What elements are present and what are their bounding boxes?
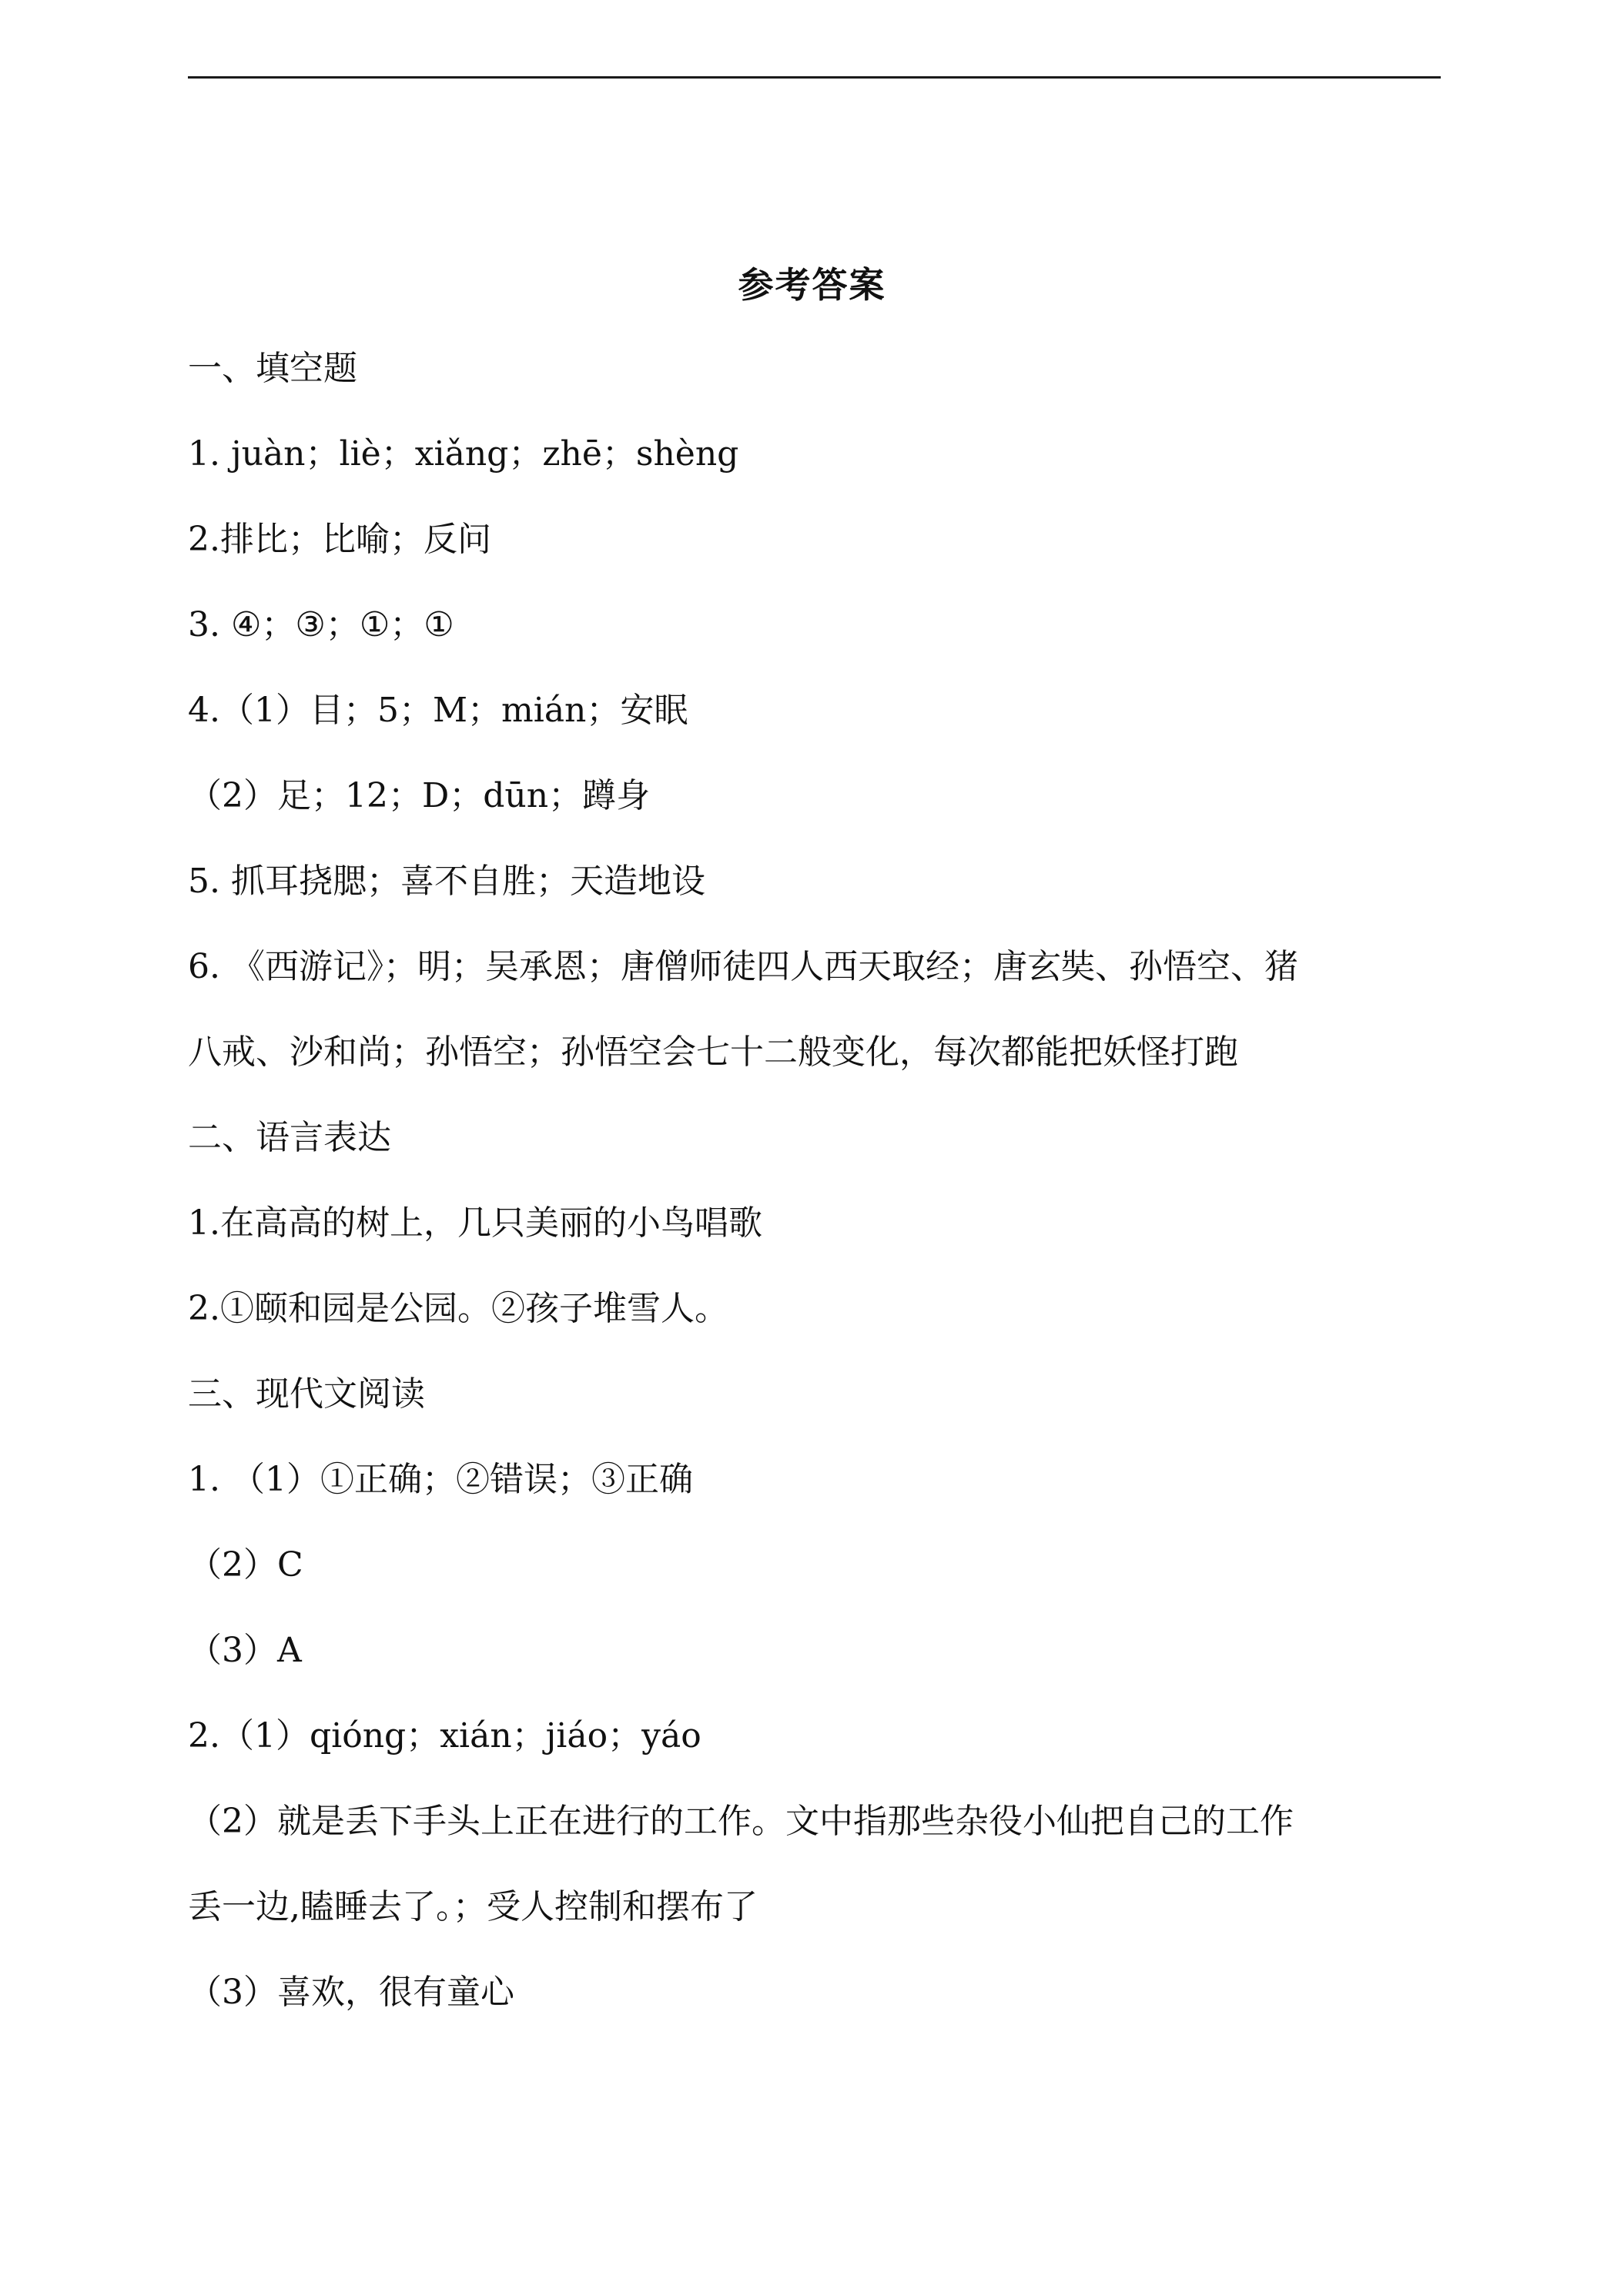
- answer-line: 3. ④；③；①；①: [188, 605, 454, 644]
- answer-line: 1.在高高的树上，几只美丽的小鸟唱歌: [188, 1203, 762, 1243]
- answer-content: [188, 338, 1451, 2047]
- answer-line: 2.（1）qióng；xián；jiáo；yáo: [188, 1716, 702, 1755]
- answer-line: 2.排比；比喻；反问: [188, 520, 491, 559]
- answer-line: 4.（1）目；5；M；mián；安眠: [188, 691, 688, 730]
- section-heading-language: 二、语言表达: [188, 1118, 391, 1157]
- header-rule: [188, 76, 1441, 79]
- page-title: 参考答案: [738, 264, 886, 306]
- section-heading-reading: 三、现代文阅读: [188, 1374, 425, 1414]
- answer-line: 6. 《西游记》；明；吴承恩；唐僧师徒四人西天取经；唐玄奘、孙悟空、猪: [188, 947, 1298, 986]
- answer-line: （3）A: [188, 1631, 302, 1670]
- answer-line: 5. 抓耳挠腮；喜不自胜；天造地设: [188, 862, 705, 901]
- answer-line: 2.①颐和园是公园。②孩子堆雪人。: [188, 1289, 728, 1328]
- answer-line: 丢一边,瞌睡去了。；受人控制和摆布了: [188, 1887, 758, 1926]
- answer-line: （3）喜欢，很有童心: [188, 1973, 514, 2012]
- section-heading-fill-in: 一、填空题: [188, 349, 357, 388]
- answer-line: 1. （1）①正确；②错误；③正确: [188, 1460, 693, 1499]
- answer-line: （2）就是丢下手头上正在进行的工作。文中指那些杂役小仙把自己的工作: [188, 1802, 1294, 1841]
- answer-line: （2）C: [188, 1545, 303, 1585]
- answer-line: （2）足；12；D；dūn；蹲身: [188, 776, 651, 815]
- answer-line: 1. juàn；liè；xiǎng；zhē；shèng: [188, 434, 739, 474]
- answer-line: 八戒、沙和尚；孙悟空；孙悟空会七十二般变化，每次都能把妖怪打跑: [188, 1033, 1238, 1072]
